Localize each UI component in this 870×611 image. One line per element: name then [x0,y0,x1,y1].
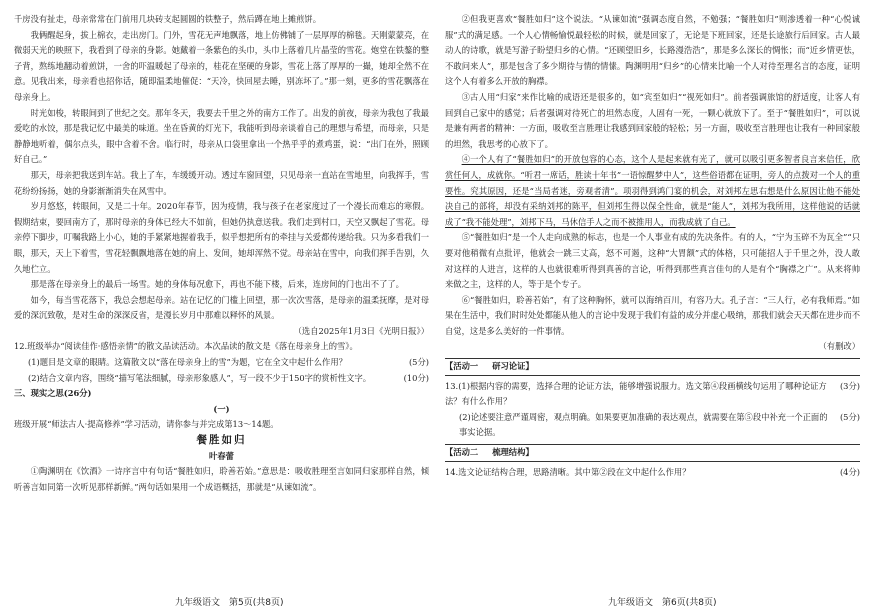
essay-source: （选自2025年1月3日《光明日报》） [293,325,429,336]
question-12-2 [14,371,429,387]
article-paragraph-6: ⑥“餐胜如归，聆善若始”，有了这种胸怀，就可以海纳百川，有容乃大。孔子言：“三人行，必有我师焉。”如果在生活中，我们时时处处都能从他人的言论中发现于我们有益的成分并虚心吸纳，那我们就会天天都在进步而不自觉，这是多么美好的一件事情。 [445,294,860,336]
question-12-1 [14,355,429,371]
activity-1-name: 研习论证】 [492,361,534,372]
essay-paragraph: 千房没有扯走，母亲常常在门前用几块砖支起圆圆的铁整子，然后蹲在地上摊煎饼。 [14,14,321,24]
page-footer-right: 九年级语文 第6页(共8页) [608,598,717,608]
essay-paragraph: 如今，每当雪花落下，我总会想起母亲。站在记忆的门槛上回望，那一次次雪落，是母亲的温柔抚摩，是对母爱的深沉致敬，是对生命的深深反省，是漫长岁月中那难以释怀的风景。 [14,294,429,321]
activity-2-header [445,444,860,462]
question-13-1-text: 13.(1)根据内容的需要，选择合理的论证方法，能够增强说服力。选文第④段画横线句运用了哪种论证方法？有什么作用？ [445,380,827,407]
question-14-text: 14.选文论证结构合理，思路清晰。其中第②段在文中起什么作用？ [445,466,691,477]
question-12-2-text: (2)结合文章内容，围绕“描写笔法细腻，母亲形象感人”，写一段不少于150字的赏析性文字。 [28,372,372,383]
essay-paragraph: 时光如梭，转眼间到了世纪之交。那年冬天，我要去千里之外的南方工作了。出发的前夜，母亲为我包了我最爱吃的水饺，那是我记忆中最美的味道。坐在昏黄的灯光下，我能听到母亲谈着自己的理想与希望，而母亲，只是静静地听着，偶尔点头，眼中含着不舍。临行时，母亲从口袋里拿出一个热乎乎的煮鸡蛋，说：“出门在外，照顾好自己。” [14,107,429,165]
left-page [14,12,429,592]
question-13-2-score: (5分) [839,411,860,422]
question-12-intro: 12.班级举办“阅读佳作·感悟亲情”的散文品读活动。本次品读的散文是《落在母亲身上的雪》。 [14,341,358,352]
task-intro: 班级开展“师法古人·提高修养”学习活动，请你参与并完成第13～14题。 [14,419,279,430]
section-3-heading: 三、现实之思(26分) [14,388,92,399]
activity-1-header [445,358,860,376]
question-12-2-score: (10分) [403,372,429,383]
right-page [445,12,860,592]
question-13-1 [445,379,860,410]
question-12-1-score: (5分) [408,357,429,368]
article-paragraph-1: ①陶渊明在《饮酒》一诗序言中有句话“餐胜如归，聆善若始。”意思是：吸收胜理至言如同归家那样自然，倾听善言如同第一次听见那样新鲜。”两句话如果用一个成语概括，那就是“从谏如流”。 [14,466,429,492]
question-14-score: (4分) [839,466,860,477]
essay-paragraph: 我俩醒起身，拔上棉衣，走出房门。门外，雪花无声地飘落，地上仿佛铺了一层厚厚的棉毯。天刚蒙蒙亮，在微弱天光的映照下，我看到了母亲的身影。她戴着一条紫色的头巾，头巾上落着几片晶莹的雪花。炮堂在铁鏊的整子背，熬练地翻动着煎饼，一舍的吓温暖起了母亲的，桂花在坚硬的身影，雪花上落了厚厚的一撮，她却全然不在意。见我出来，母亲看也招你话，随即温柔地催促：“天冷，快回屋去睡，别冻坏了。”那一刻，更多的雪花飘落在母亲身上。 [14,29,429,102]
essay-paragraph: 那天，母亲把我送到车站。我上了车，车缓缓开动。透过车窗回望，只见母亲一直站在雪地里，向我挥手，雪花纷纷扬扬，她的身影渐渐消失在风雪中。 [14,169,429,196]
question-13-2 [445,410,860,441]
activity-2-name: 梳理结构】 [492,447,534,458]
article-paragraph-4-underlined: ④一个人有了“餐胜如归”的开放包容的心态，这个人是起来就有光了，就可以吸引更多智者良言来信任，欣赏任何人，成就你。“听君一席话，胜读十年书”一语惊醒梦中人”，这些俗语都在证明，旁人的点拨对一个人的重要性。究其原因，还是“当局者迷，旁观者清”。项羽得到鸿门宴的机会，对刘邦左思右想是什么原因让他不能处决自己的部将，却没有采纳刘邦的陈平，但刘邦生得以保全性命，就是“能人”，刘邦为我所用，这样他说的话就成了“我不能处理”，刘邦下马，马休信手人之而不被推用人，而我成就了自己。 [445,154,860,227]
essay-paragraph: 岁月悠悠，转眼间，又是二十年。2020年春节，因为疫情，我与孩子在老家度过了一个漫长而难忘的寒假。假期结束，要回南方了，那时母亲的身体已经大不如前，但她仍执意送我。我们走到村口，天空又飘起了雪花。母亲停下脚步，叮嘱我路上小心，她的手紧紧地握着我手，似乎想把所有的牵挂与关爱都传递给我。只为多看我们一眼，那天，天上下着雪，雪花轻飘飘地落在她的肩上、发间，她却浑然不觉。母亲站在雪中，向我们挥手告别，久久地伫立。 [14,201,429,274]
article-author: 叶春蕾 [209,450,234,461]
essay-paragraph: 那是落在母亲身上的最后一场雪。她的身体每况愈下，再也不能下楼，后来，连房间的门也出不了了。 [30,279,404,290]
article-source: （有删改） [818,341,860,352]
article-paragraph-2: ②但我更喜欢“餐胜如归”这个说法。“从谏如流”强调态度自然，不勉强；“餐胜如归”则渗透着一种“心悦诚服”式的满足感。一个人心情畅愉悦最轻松的时候，就是回家了，无论是下班回家，还是长途旅行后回家。古人最动人的诗歌，就是写游子盼望归乡的心情。“还顾望旧乡，长路漫浩浩”，那是多么深长的惆怅；而“近乡情更怯，不敢问来人”，那是包含了多少期待与情的情愫。陶渊明用“归乡”的心情来比喻一个人对待至理名言的态度，证明这个人有着多么开放的胸襟。 [445,14,860,87]
article-title: 餐胜如归 [196,434,247,447]
page-footer-left: 九年级语文 第5页(共8页) [175,598,284,608]
question-12-1-text: (1)题目是文章的眼睛。这篇散文以“落在母亲身上的雪”为题，它在全文中起什么作用？ [28,357,347,368]
activity-2-label: 【活动二 [445,447,479,458]
question-14 [445,465,860,481]
question-13-1-score: (3分) [839,380,860,391]
article-paragraph-3: ③古人用“归家”来作比喻的成语还是很多的，如“宾至如归”“视死如归”。前者强调旅馆的舒适度，让客人有回到自己家中的感觉；后者强调对待死亡的坦然态度，人固有一死，一颗心就放下了。至于“餐胜如归”，可以说是兼有两者的精神：一方面，吸收至言胜理让我感到回家般的轻松；另一方面，吸收至言胜理也让我有一种回家般的坦然，我思考的心放下了。 [445,91,860,149]
question-13-2-text: (2)论述要注意严谨周密，观点明确。如果要更加准确的表达观点，就需要在第⑤段中补充一个正面的事实论据。 [459,411,828,438]
activity-1-label: 【活动一 [445,361,479,372]
subsection-one: (一) [213,403,230,414]
article-paragraph-5: ⑤“餐胜如归”是一个人走向成熟的标志，也是一个人事业有成的先决条件。有的人，“宁为玉碎不为瓦全”“只要对他稍微有点批评，他就会一跳三丈高，怒不可遏，这种“大胃额”式的体格，只可能招人于千里之外，没人敢对这样的人进言，这样的人也就很难听得到真善的言论，听得到那些真言佳句的人是有个“胸襟之广”。从来将帅来做之主，这样的人，等于是个专子。 [445,232,860,290]
